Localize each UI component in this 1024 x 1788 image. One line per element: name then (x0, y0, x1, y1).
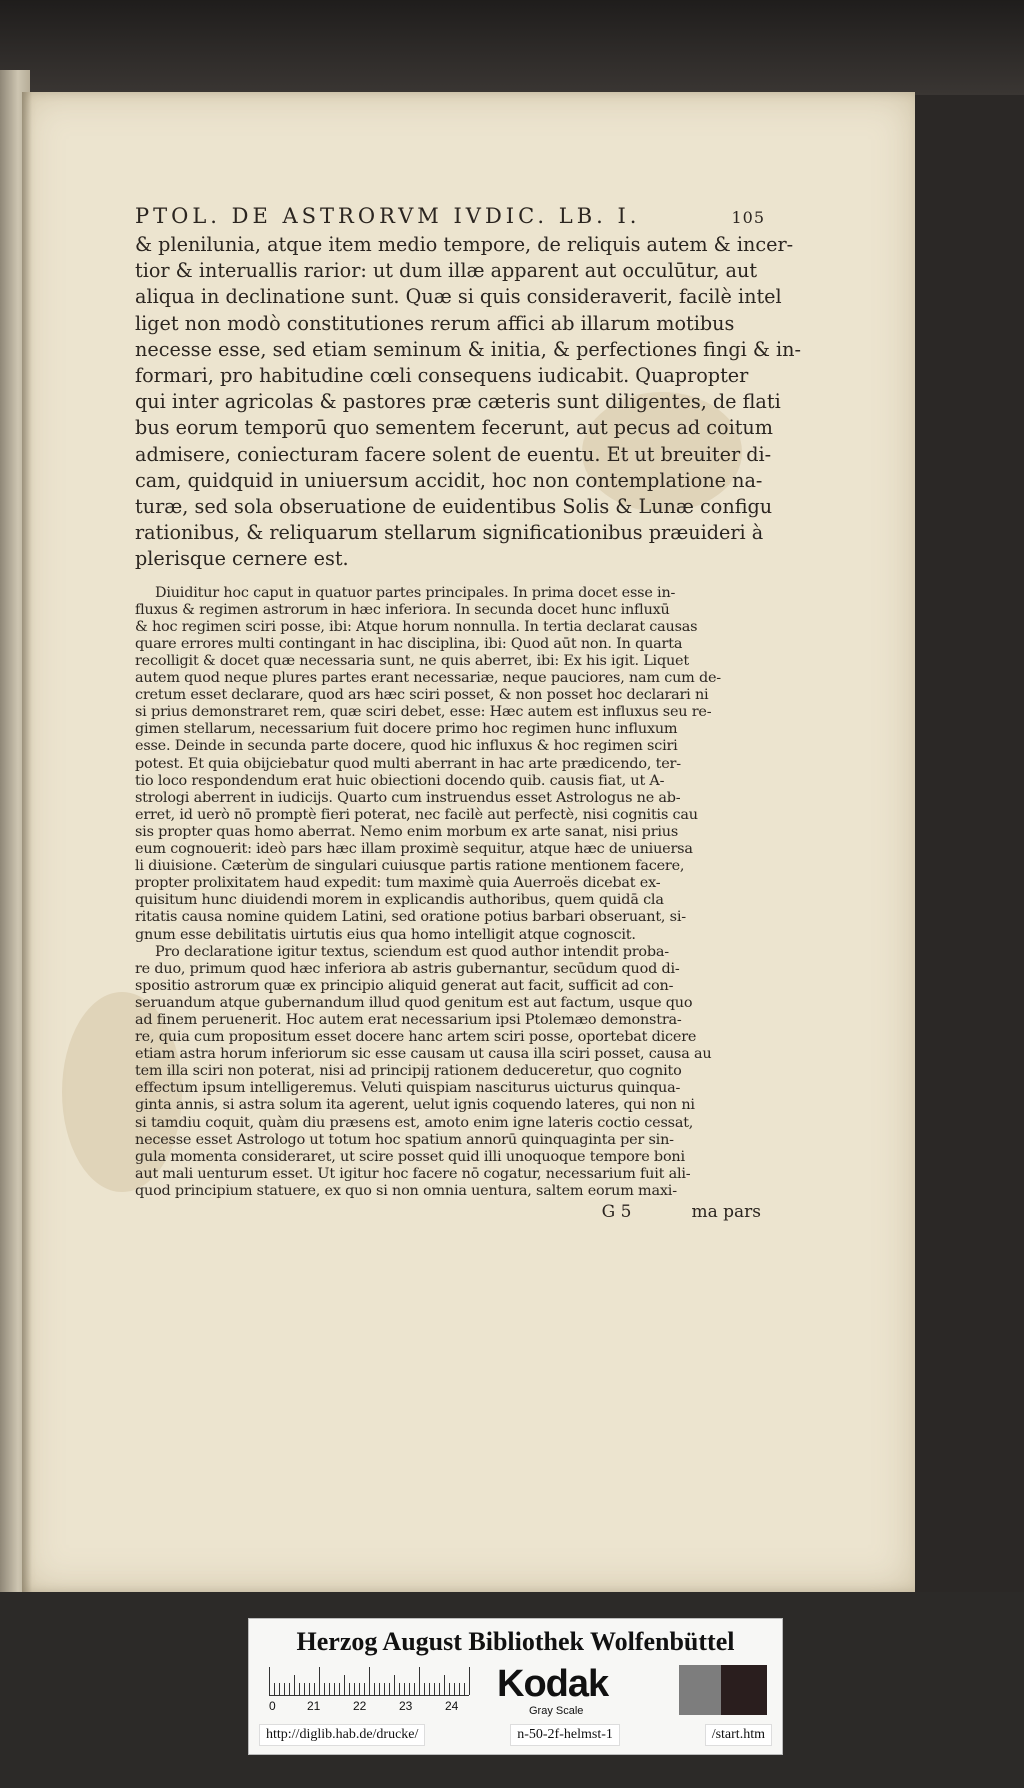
page-gutter-shadow (22, 92, 32, 1592)
ruler-tick (454, 1683, 455, 1695)
main-text-line: cam, quidquid in uniuersum accidit, hoc non contemplatione na- (135, 468, 763, 492)
commentary-line: erret, id uerò nō promptè fieri poterat, nec facilè aut perfectè, nisi cognitis cau (135, 806, 698, 823)
start-link: /start.htm (705, 1724, 772, 1746)
ruler-tick (274, 1683, 275, 1695)
ruler-scale (269, 1665, 469, 1696)
ruler-tick (424, 1683, 425, 1695)
commentary-paragraph (135, 944, 765, 1200)
commentary-line: esse. Deinde in secunda parte docere, quod hic influxus & hoc regimen sciri (135, 738, 678, 755)
commentary-line: Diuiditur hoc caput in quatuor partes principales. In prima docet esse in- (155, 584, 676, 601)
catchword-line (135, 1202, 765, 1222)
ruler-tick (404, 1683, 405, 1695)
ruler-tick (409, 1683, 410, 1695)
commentary-line: quod principium statuere, ex quo si non omnia uentura, saltem eorum maxi- (135, 1182, 677, 1199)
kodak-logo: Kodak (497, 1663, 609, 1705)
ruler-tick (299, 1683, 300, 1695)
commentary-line: eum cognouerit: ideò pars hæc illam proximè sequitur, atque hæc de uniuersa (135, 841, 693, 858)
commentary-paragraph (135, 585, 765, 944)
dark-swatch (721, 1665, 767, 1715)
book-page (22, 92, 915, 1592)
commentary-line: ritatis causa nomine quidem Latini, sed oratione potius barbari obseruant, si- (135, 909, 686, 926)
commentary-line: quisitum hunc diuidendi morem in explicandis authoribus, quem quidā cla (135, 892, 664, 909)
ruler-tick (414, 1683, 415, 1695)
text-block (135, 204, 801, 1223)
ruler-tick (379, 1683, 380, 1695)
commentary-line: necesse esset Astrologo ut totum hoc spatium annorū quinquaginta per sin- (135, 1131, 674, 1148)
ruler-tick (304, 1683, 305, 1695)
main-text-line: liget non modò constitutiones rerum affici ab illarum motibus (135, 311, 735, 335)
main-text-line: turæ, sed sola obseruatione de euidentibus Solis & Lunæ configu (135, 495, 773, 519)
ruler-tick (399, 1683, 400, 1695)
ruler-tick (284, 1683, 285, 1695)
commentary-line: cretum esset declarare, quod ars hæc sciri posset, & non posset hoc declarari ni (135, 687, 709, 704)
ruler-number: 0 (269, 1699, 276, 1713)
ruler-tick (369, 1667, 370, 1695)
main-text-line: aliqua in declinatione sunt. Quæ si quis consideraverit, facilè intel (135, 285, 782, 309)
commentary-line: strologi aberrent in iudicijs. Quarto cum instruendus esset Astrologus ne ab- (135, 789, 681, 806)
main-text-line: rationibus, & reliquarum stellarum significationibus præuideri à (135, 521, 764, 545)
commentary-line: quare errores multi contingant in hac disciplina, ibi: Quod aūt non. In quarta (135, 635, 683, 652)
ruler-tick (269, 1667, 270, 1695)
color-calibration-card (248, 1618, 783, 1755)
ruler-tick (279, 1683, 280, 1695)
ruler-numbers (269, 1699, 469, 1715)
commentary-line: etiam astra horum inferiorum sic esse causam ut causa illa sciri posset, causa au (135, 1046, 712, 1063)
commentary-line: li diuisione. Cæterùm de singulari cuiusque partis ratione mentionem facere, (135, 858, 685, 875)
signature-mark: G 5 (601, 1202, 632, 1223)
ruler-tick (354, 1683, 355, 1695)
ruler-tick (419, 1667, 420, 1695)
main-text-line: formari, pro habitudine cœli consequens iudicabit. Quapropter (135, 364, 749, 388)
commentary-line: fluxus & regimen astrorum in hæc inferiora. In secunda docet hunc influxū (135, 601, 670, 618)
main-text-line: & plenilunia, atque item medio tempore, de reliquis autem & incer- (135, 233, 794, 256)
commentary-line: tio loco respondendum erat huic obiectioni docendo quib. causis fiat, ut A- (135, 772, 665, 789)
ruler-tick (344, 1675, 345, 1695)
ruler-tick (349, 1683, 350, 1695)
ruler-tick (394, 1675, 395, 1695)
gray-scale-label: Gray Scale (529, 1705, 584, 1717)
card-footer (259, 1724, 772, 1746)
main-text-line: necesse esse, sed etiam seminum & initia, & perfectiones fingi & in- (135, 337, 801, 361)
ruler-tick (449, 1683, 450, 1695)
ruler-tick (374, 1683, 375, 1695)
ruler-number: 24 (445, 1699, 459, 1713)
ruler-tick (359, 1683, 360, 1695)
running-head (135, 204, 765, 228)
commentary-line: re, quia cum propositum esset docere hanc artem sciri posse, oportebat dicere (135, 1029, 697, 1046)
commentary-line: si prius demonstraret rem, quæ sciri debet, esse: Hæc autem est influxus seu re- (135, 704, 712, 721)
main-text-line: tior & interuallis rarior: ut dum illæ apparent aut occulūtur, aut (135, 259, 758, 283)
commentary-line: ginta annis, si astra solum ita agerent, uelut ignis coquendo lateres, qui non ni (135, 1097, 695, 1114)
commentary-line: recolligit & docet quæ necessaria sunt, ne quis aberret, ibi: Ex his igit. Liquet (135, 653, 689, 670)
ruler-tick (384, 1683, 385, 1695)
running-title: PTOL. DE ASTRORVM IVDIC. LB. I. (135, 204, 641, 228)
ruler-tick (314, 1683, 315, 1695)
ruler-tick (339, 1683, 340, 1695)
library-name: Herzog August Bibliothek Wolfenbüttel (296, 1627, 735, 1656)
ruler-tick (329, 1683, 330, 1695)
commentary-line: Pro declaratione igitur textus, sciendum est quod author intendit proba- (155, 943, 669, 960)
ruler-tick (294, 1675, 295, 1695)
ruler-number: 22 (353, 1699, 367, 1713)
ruler-tick (319, 1667, 320, 1695)
commentary-line: gula momenta consideraret, ut scire posset quid illi unoquoque tempore boni (135, 1148, 685, 1165)
ruler-number: 23 (399, 1699, 413, 1713)
ruler-tick (309, 1683, 310, 1695)
folio-number: 105 (731, 208, 765, 227)
ruler-tick (364, 1683, 365, 1695)
ruler-tick (334, 1683, 335, 1695)
commentary-line: effectum ipsum intelligeremus. Veluti quispiam nasciturus uicturus quinqua- (135, 1080, 681, 1097)
commentary-line: sis propter quas homo aberrat. Nemo enim morbum ex arte sanat, nisi prius (135, 823, 679, 840)
main-text-line: bus eorum temporū quo sementem fecerunt, aut pecus ad coitum (135, 416, 773, 440)
commentary-line: autem quod neque plures partes erant necessariæ, neque pauciores, nam cum de- (135, 670, 721, 687)
commentary-line: re duo, primum quod hæc inferiora ab astris gubernantur, secūdum quod di- (135, 960, 680, 977)
shelfmark: n-50-2f-helmst-1 (510, 1724, 620, 1746)
ruler-tick (434, 1683, 435, 1695)
ruler-tick (459, 1683, 460, 1695)
commentary-line: gimen stellarum, necessarium fuit docere primo hoc regimen hunc influxum (135, 721, 678, 738)
commentary-line: propter prolixitatem haud expedit: tum maximè quia Auerroës dicebat ex- (135, 875, 661, 892)
main-text-line: qui inter agricolas & pastores præ cæteris sunt diligentes, de flati (135, 390, 781, 414)
gray-swatch (679, 1665, 721, 1715)
commentary-line: & hoc regimen sciri posse, ibi: Atque horum nonnulla. In tertia declarat causas (135, 618, 698, 635)
ruler-number: 21 (307, 1699, 321, 1713)
ruler-tick (289, 1683, 290, 1695)
library-url: http://diglib.hab.de/drucke/ (259, 1724, 425, 1746)
ruler-tick (429, 1683, 430, 1695)
commentary-line: potest. Et quia obijciebatur quod multi aberrant in hac arte prædicendo, ter- (135, 755, 681, 772)
commentary (135, 585, 765, 1200)
commentary-line: aut mali uenturum esset. Ut igitur hoc facere nō cogatur, necessarium fuit ali- (135, 1165, 691, 1182)
main-text-line: admisere, coniecturam facere solent de euentu. Et ut breuiter di- (135, 442, 772, 466)
commentary-line: spositio astrorum quæ ex principio aliquid generat aut facit, sufficit ad con- (135, 977, 674, 994)
ruler-tick (469, 1667, 470, 1695)
commentary-line: seruandum atque gubernandum illud quod genitum est aut factum, usque quo (135, 994, 693, 1011)
ruler-tick (389, 1683, 390, 1695)
commentary-line: ad finem peruenerit. Hoc autem erat necessarium ipsi Ptolemæo demonstra- (135, 1011, 682, 1028)
ruler-tick (439, 1683, 440, 1695)
catchword: ma pars (691, 1202, 761, 1223)
commentary-line: gnum esse debilitatis uirtutis eius qua homo intelligit atque cognoscit. (135, 926, 636, 943)
commentary-line: tem illa sciri non poterat, nisi ad principij rationem deduceretur, quo cognito (135, 1063, 682, 1080)
ruler-tick (464, 1683, 465, 1695)
ruler-tick (444, 1675, 445, 1695)
commentary-line: si tamdiu coquit, quàm diu præsens est, amoto enim igne lateris coctio cessat, (135, 1114, 694, 1131)
ruler-tick (324, 1683, 325, 1695)
main-text (135, 232, 801, 573)
scan-background-top (0, 0, 1024, 95)
main-text-line: plerisque cernere est. (135, 547, 349, 571)
